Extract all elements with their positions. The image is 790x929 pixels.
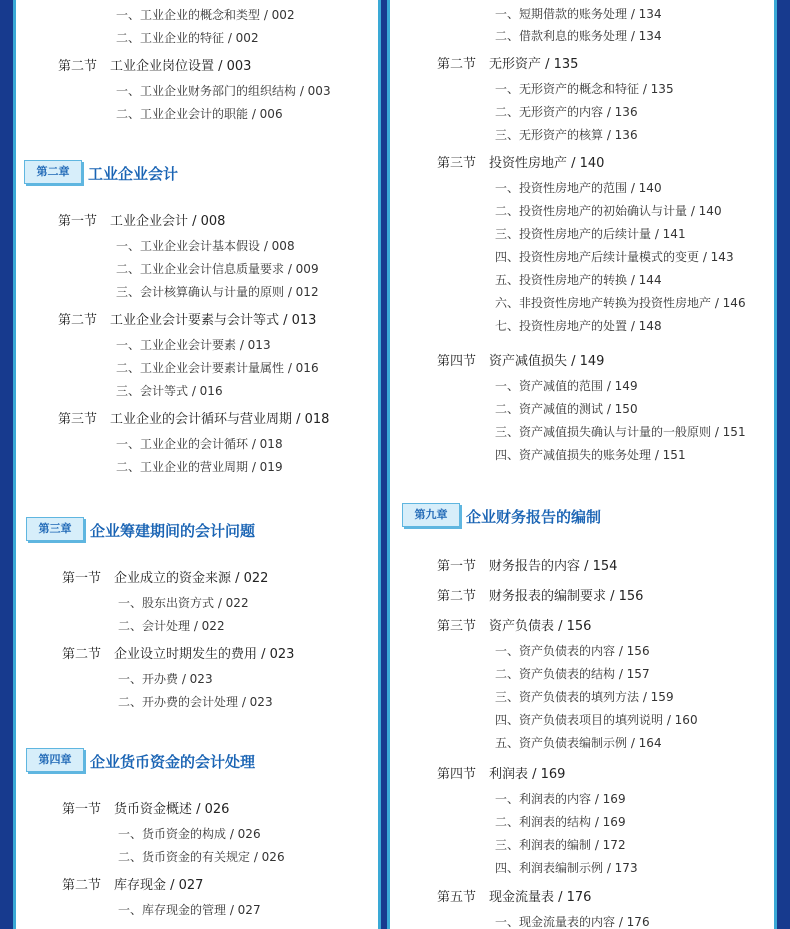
toc-item: 五、投资性房地产的转换 / 144 xyxy=(495,273,662,287)
chapter-badge: 第三章 xyxy=(26,517,84,541)
toc-item: 四、利润表编制示例 / 173 xyxy=(495,861,638,875)
toc-item: 四、资产减值损失的账务处理 / 151 xyxy=(495,448,686,462)
chapter-title: 企业货币资金的会计处理 xyxy=(90,753,256,771)
toc-item: 二、工业企业的营业周期 / 019 xyxy=(116,460,283,474)
toc-item: 四、资产负债表项目的填列说明 / 160 xyxy=(495,713,698,727)
right-page xyxy=(390,0,774,929)
toc-section: 第二节 库存现金 / 027 xyxy=(62,878,204,893)
toc-item: 一、资产减值的范围 / 149 xyxy=(495,379,638,393)
toc-item: 二、工业企业会计的职能 / 006 xyxy=(116,107,283,121)
chapter-badge: 第二章 xyxy=(24,160,82,184)
toc-item: 二、利润表的结构 / 169 xyxy=(495,815,626,829)
toc-section: 第三节 资产负债表 / 156 xyxy=(437,619,592,634)
toc-item: 一、工业企业的概念和类型 / 002 xyxy=(116,8,295,22)
toc-item: 二、货币资金的有关规定 / 026 xyxy=(118,850,285,864)
toc-section: 第一节 财务报告的内容 / 154 xyxy=(437,559,618,574)
toc-section: 第二节 工业企业岗位设置 / 003 xyxy=(58,59,252,74)
toc-item: 一、无形资产的概念和特征 / 135 xyxy=(495,82,674,96)
toc-item: 一、开办费 / 023 xyxy=(118,672,213,686)
chapter-title: 企业筹建期间的会计问题 xyxy=(90,522,256,540)
toc-section: 第二节 企业设立时期发生的费用 / 023 xyxy=(62,647,295,662)
toc-item: 二、工业企业会计要素计量属性 / 016 xyxy=(116,361,319,375)
toc-item: 二、借款利息的账务处理 / 134 xyxy=(495,29,662,43)
toc-section: 第二节 工业企业会计要素与会计等式 / 013 xyxy=(58,313,317,328)
toc-item: 一、库存现金的管理 / 027 xyxy=(118,903,261,917)
chapter-title: 企业财务报告的编制 xyxy=(466,508,602,526)
toc-section: 第四节 资产减值损失 / 149 xyxy=(437,354,605,369)
toc-item: 一、短期借款的账务处理 / 134 xyxy=(495,7,662,21)
toc-item: 一、资产负债表的内容 / 156 xyxy=(495,644,650,658)
chapter-badge: 第九章 xyxy=(402,503,460,527)
toc-item: 三、会计等式 / 016 xyxy=(116,384,223,398)
toc-section: 第三节 工业企业的会计循环与营业周期 / 018 xyxy=(58,412,330,427)
toc-item: 三、无形资产的核算 / 136 xyxy=(495,128,638,142)
toc-item: 二、资产减值的测试 / 150 xyxy=(495,402,638,416)
toc-section: 第四节 利润表 / 169 xyxy=(437,767,566,782)
toc-item: 七、投资性房地产的处置 / 148 xyxy=(495,319,662,333)
toc-item: 二、资产负债表的结构 / 157 xyxy=(495,667,650,681)
toc-section: 第三节 投资性房地产 / 140 xyxy=(437,156,605,171)
toc-item: 一、投资性房地产的范围 / 140 xyxy=(495,181,662,195)
toc-item: 三、会计核算确认与计量的原则 / 012 xyxy=(116,285,319,299)
chapter-title: 工业企业会计 xyxy=(88,165,179,183)
toc-item: 一、工业企业会计基本假设 / 008 xyxy=(116,239,295,253)
toc-item: 五、资产负债表编制示例 / 164 xyxy=(495,736,662,750)
toc-item: 一、现金流量表的内容 / 176 xyxy=(495,915,650,929)
toc-item: 一、工业企业的会计循环 / 018 xyxy=(116,437,283,451)
toc-section: 第一节 企业成立的资金来源 / 022 xyxy=(62,571,269,586)
left-page xyxy=(16,0,378,929)
toc-item: 四、投资性房地产后续计量模式的变更 / 143 xyxy=(495,250,734,264)
toc-section: 第五节 现金流量表 / 176 xyxy=(437,890,592,905)
toc-item: 一、货币资金的构成 / 026 xyxy=(118,827,261,841)
toc-section: 第一节 货币资金概述 / 026 xyxy=(62,802,230,817)
toc-item: 三、资产负债表的填列方法 / 159 xyxy=(495,690,674,704)
toc-item: 三、利润表的编制 / 172 xyxy=(495,838,626,852)
toc-item: 二、无形资产的内容 / 136 xyxy=(495,105,638,119)
toc-item: 三、投资性房地产的后续计量 / 141 xyxy=(495,227,686,241)
toc-section: 第二节 财务报表的编制要求 / 156 xyxy=(437,589,644,604)
toc-item: 一、工业企业会计要素 / 013 xyxy=(116,338,271,352)
chapter-badge: 第四章 xyxy=(26,748,84,772)
toc-item: 一、股东出资方式 / 022 xyxy=(118,596,249,610)
toc-item: 一、利润表的内容 / 169 xyxy=(495,792,626,806)
toc-item: 一、工业企业财务部门的组织结构 / 003 xyxy=(116,84,331,98)
toc-item: 二、投资性房地产的初始确认与计量 / 140 xyxy=(495,204,722,218)
toc-item: 六、非投资性房地产转换为投资性房地产 / 146 xyxy=(495,296,746,310)
toc-item: 二、工业企业的特征 / 002 xyxy=(116,31,259,45)
toc-section: 第一节 工业企业会计 / 008 xyxy=(58,214,226,229)
toc-item: 二、工业企业会计信息质量要求 / 009 xyxy=(116,262,319,276)
toc-section: 第二节 无形资产 / 135 xyxy=(437,57,579,72)
toc-item: 三、资产减值损失确认与计量的一般原则 / 151 xyxy=(495,425,746,439)
toc-item: 二、开办费的会计处理 / 023 xyxy=(118,695,273,709)
toc-item: 二、会计处理 / 022 xyxy=(118,619,225,633)
